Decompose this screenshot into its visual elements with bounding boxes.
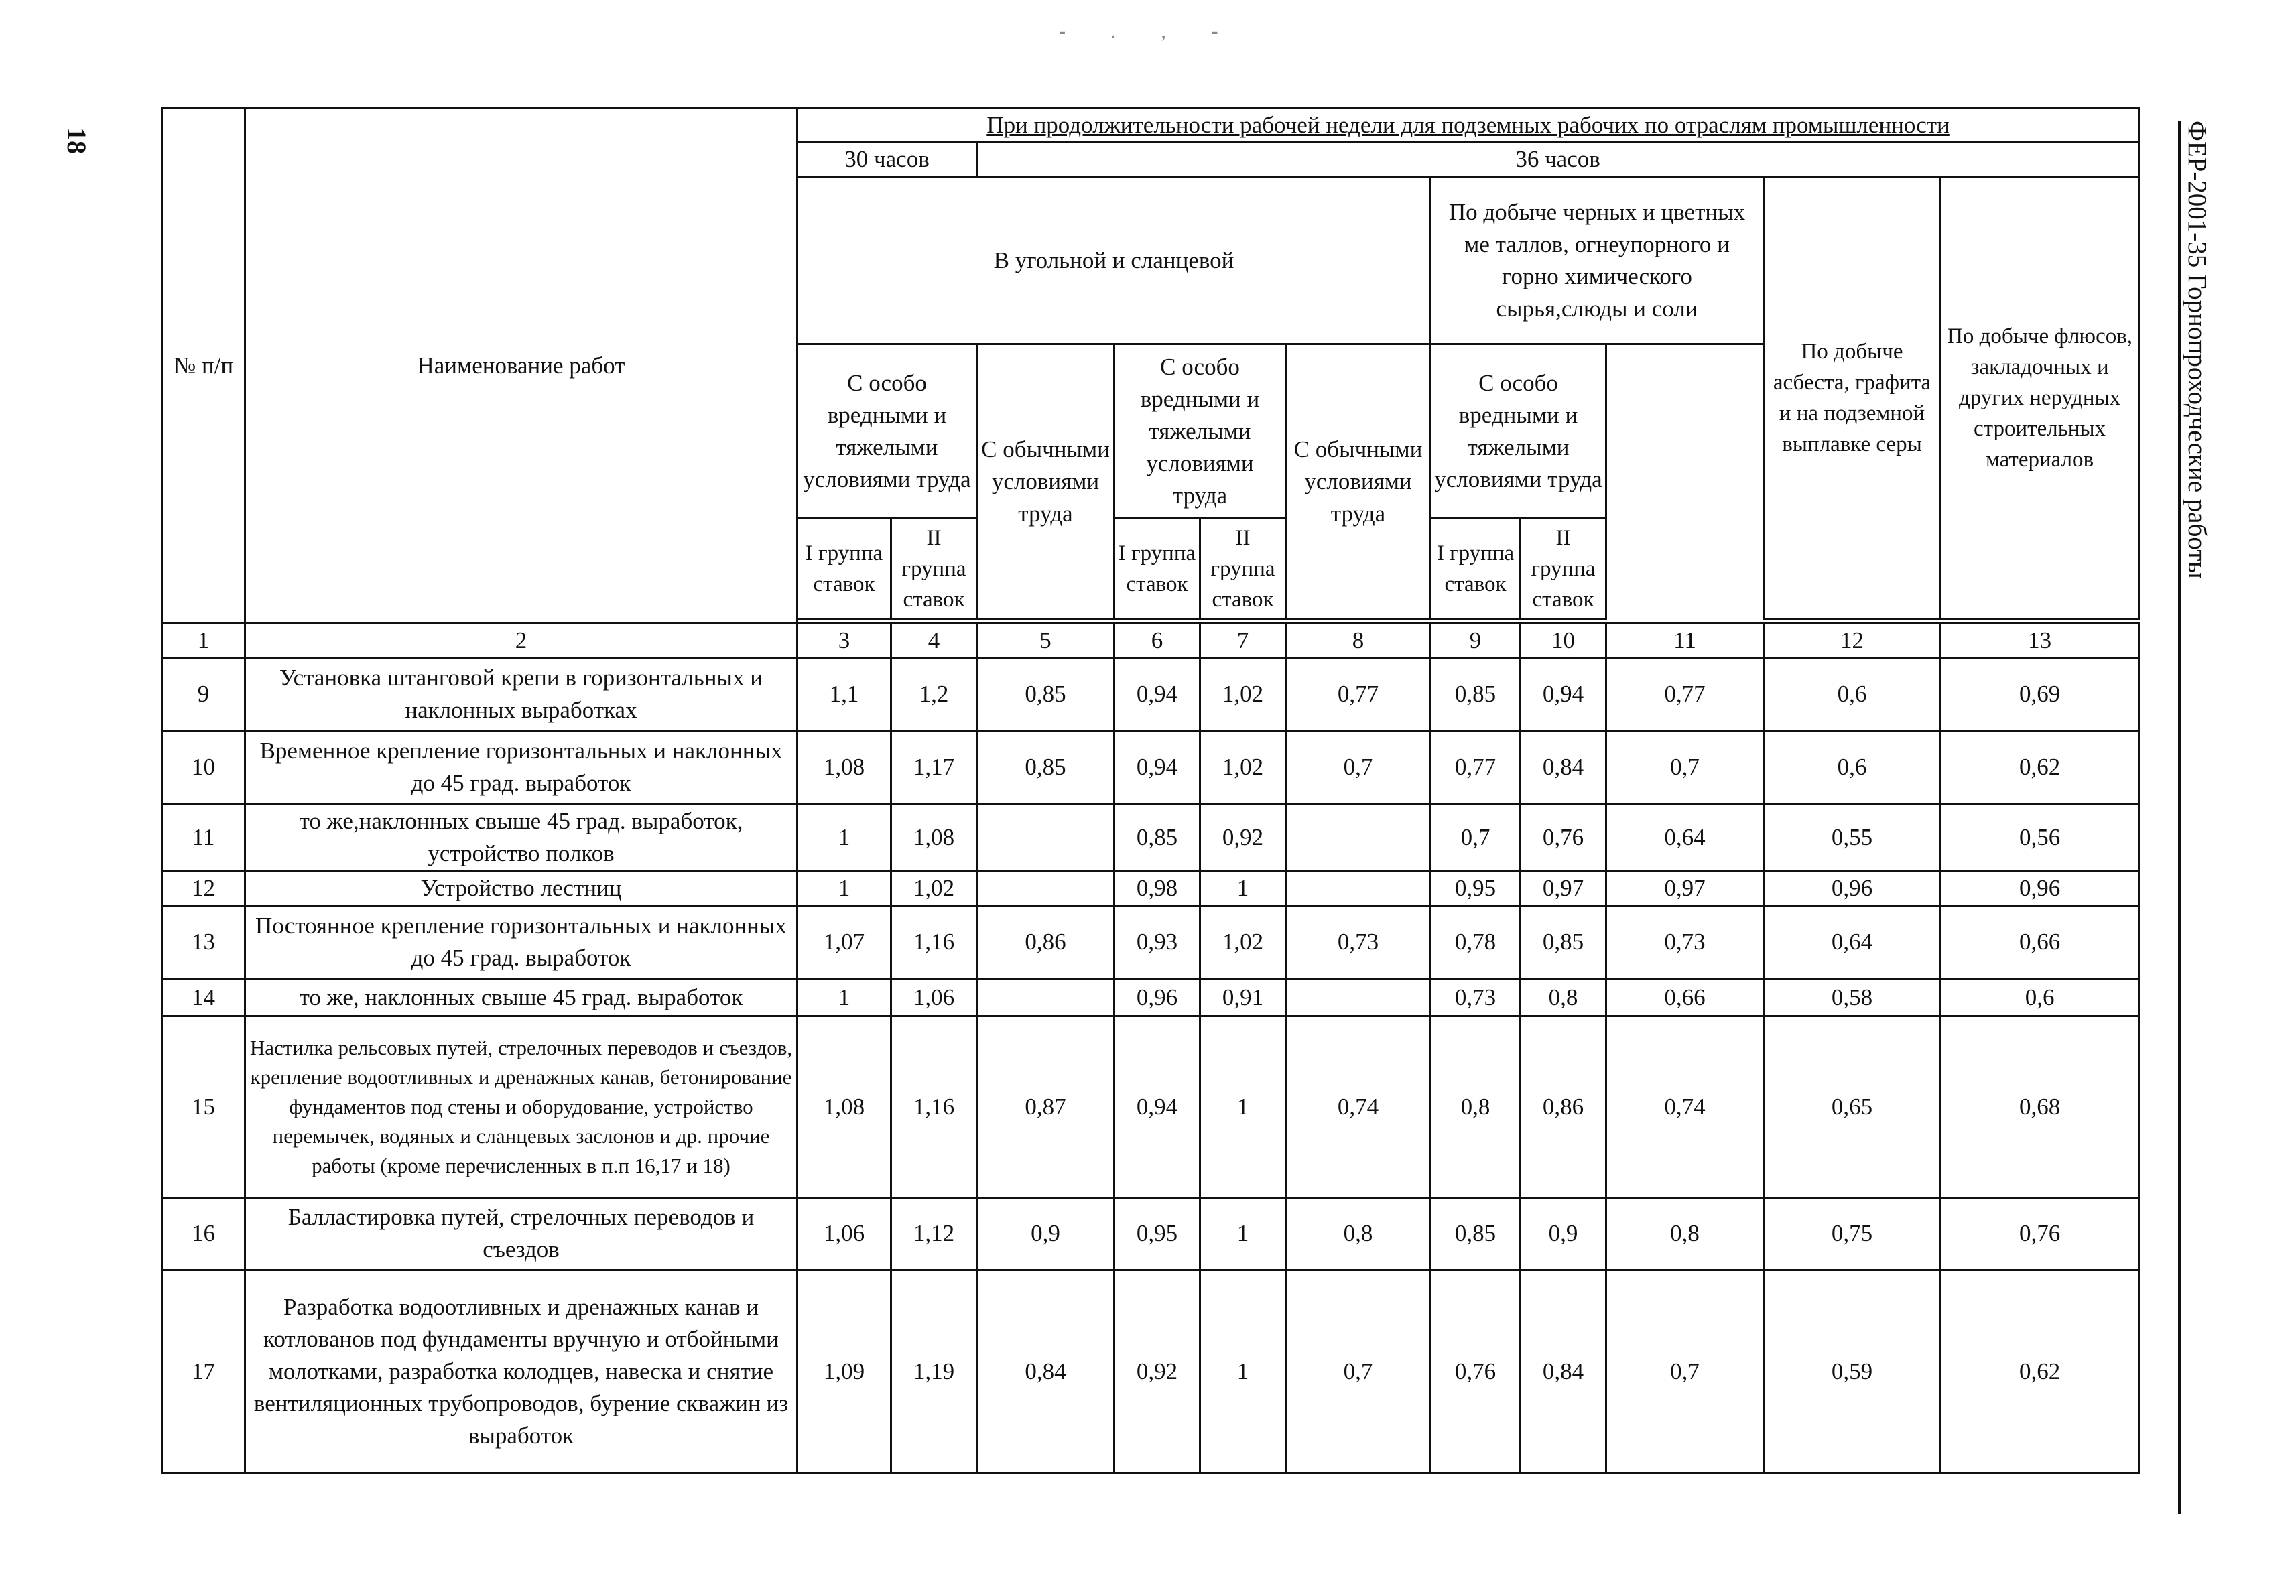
coef-cell: 0,68	[1941, 1016, 2139, 1197]
column-number-row	[162, 623, 2139, 657]
header-group-1: I группа ставок	[1431, 519, 1521, 619]
coef-cell: 1,08	[798, 730, 891, 803]
header-harsh-coal: С особо вредными и тяжелыми условиями труда	[1114, 344, 1286, 519]
work-name: то же,наклонных свыше 45 град. выработок, устройство полков	[245, 803, 798, 871]
coef-cell: 0,7	[1286, 1270, 1431, 1473]
coef-cell: 0,74	[1606, 1016, 1764, 1197]
work-name: Балластировка путей, стрелочных переводов и съездов	[245, 1197, 798, 1270]
coef-cell: 1,1	[798, 657, 891, 730]
coef-cell: 0,96	[1114, 978, 1200, 1016]
coef-cell: 0,95	[1431, 871, 1521, 905]
header-col-num: № п/п	[162, 109, 245, 624]
col-number: 9	[1431, 623, 1521, 657]
header-harsh-30: С особо вредными и тяжелыми условиями труда	[798, 344, 977, 519]
col-number: 11	[1606, 623, 1764, 657]
coef-cell: 0,8	[1606, 1197, 1764, 1270]
coef-cell: 0,87	[977, 1016, 1114, 1197]
coef-cell: 0,58	[1764, 978, 1941, 1016]
header-normal-metals: С обычными условиями труда	[1286, 344, 1431, 619]
coef-cell: 1,17	[891, 730, 977, 803]
coef-cell: 1,02	[1200, 730, 1286, 803]
header-30h: 30 часов	[798, 143, 977, 177]
row-number: 16	[162, 1197, 245, 1270]
coef-cell: 0,8	[1521, 978, 1606, 1016]
coef-cell: 0,96	[1764, 871, 1941, 905]
coef-cell: 1,06	[798, 1197, 891, 1270]
coef-cell: 0,93	[1114, 905, 1200, 978]
coef-cell: 0,76	[1431, 1270, 1521, 1473]
table-row	[162, 1270, 2139, 1473]
header-group-2: II группа ставок	[1200, 519, 1286, 619]
coef-cell: 0,85	[1431, 1197, 1521, 1270]
coef-cell: 0,65	[1764, 1016, 1941, 1197]
coef-cell: 1,02	[891, 871, 977, 905]
row-number: 12	[162, 871, 245, 905]
coef-cell: 0,97	[1606, 871, 1764, 905]
coef-cell: 0,64	[1606, 803, 1764, 871]
coef-cell: 0,85	[1114, 803, 1200, 871]
coef-cell: 0,77	[1606, 657, 1764, 730]
coef-cell: 1,06	[891, 978, 977, 1016]
col-number: 6	[1114, 623, 1200, 657]
coef-cell: 0,97	[1521, 871, 1606, 905]
coefficients-table	[161, 107, 2140, 1474]
coef-cell: 0,86	[1521, 1016, 1606, 1197]
coef-cell: 1,2	[891, 657, 977, 730]
coef-cell: 1,19	[891, 1270, 977, 1473]
col-number: 1	[162, 623, 245, 657]
page-number: 18	[62, 127, 92, 154]
coef-cell: 0,77	[1286, 657, 1431, 730]
header-harsh-metals: С особо вредными и тяжелыми условиями труда	[1431, 344, 1606, 519]
coef-cell: 0,7	[1431, 803, 1521, 871]
header-fluxes: По добыче флюсов, закладочных и других нерудных строительных материалов	[1941, 177, 2139, 619]
header-group-2: II группа ставок	[1521, 519, 1606, 619]
row-number: 17	[162, 1270, 245, 1473]
header-group-1: I группа ставок	[798, 519, 891, 619]
coef-cell: 1	[1200, 1197, 1286, 1270]
col-number: 13	[1941, 623, 2139, 657]
coef-cell: 0,62	[1941, 730, 2139, 803]
coef-cell: 0,59	[1764, 1270, 1941, 1473]
col-number: 7	[1200, 623, 1286, 657]
coef-cell: 0,55	[1764, 803, 1941, 871]
coef-cell	[977, 978, 1114, 1016]
coef-cell: 1	[1200, 871, 1286, 905]
scan-marks: - . , -	[1059, 20, 1238, 42]
row-number: 14	[162, 978, 245, 1016]
row-number: 10	[162, 730, 245, 803]
row-number: 13	[162, 905, 245, 978]
coef-cell: 0,7	[1286, 730, 1431, 803]
coef-cell: 0,6	[1764, 730, 1941, 803]
coef-cell: 1,09	[798, 1270, 891, 1473]
coef-cell: 1	[1200, 1270, 1286, 1473]
row-number: 9	[162, 657, 245, 730]
coef-cell: 1,16	[891, 905, 977, 978]
coef-cell: 0,9	[977, 1197, 1114, 1270]
work-name: Установка штанговой крепи в горизонтальных и наклонных выработках	[245, 657, 798, 730]
col-number: 12	[1764, 623, 1941, 657]
coef-cell	[1286, 803, 1431, 871]
coef-cell: 1,07	[798, 905, 891, 978]
row-number: 15	[162, 1016, 245, 1197]
coef-cell: 0,77	[1431, 730, 1521, 803]
coef-cell: 0,98	[1114, 871, 1200, 905]
work-name: то же, наклонных свыше 45 град. выработок	[245, 978, 798, 1016]
col-number: 8	[1286, 623, 1431, 657]
coef-cell: 0,86	[977, 905, 1114, 978]
coef-cell: 0,95	[1114, 1197, 1200, 1270]
table-row	[162, 1016, 2139, 1197]
coef-cell: 0,74	[1286, 1016, 1431, 1197]
row-number: 11	[162, 803, 245, 871]
coef-cell: 0,91	[1200, 978, 1286, 1016]
coef-cell	[977, 803, 1114, 871]
coef-cell: 1,02	[1200, 905, 1286, 978]
header-metals: По добыче черных и цветных ме таллов, огнеупорного и горно химического сырья,слюды и соли	[1431, 177, 1764, 344]
coef-cell	[1286, 871, 1431, 905]
table-row	[162, 871, 2139, 905]
table-row	[162, 803, 2139, 871]
header-coal: В угольной и сланцевой	[798, 177, 1431, 344]
coef-cell: 0,94	[1114, 730, 1200, 803]
header-normal-30: С обычными условиями труда	[977, 344, 1114, 619]
coef-cell: 1,08	[891, 803, 977, 871]
coef-cell: 1	[798, 803, 891, 871]
work-name: Устройство лестниц	[245, 871, 798, 905]
coef-cell: 0,73	[1286, 905, 1431, 978]
table-body	[162, 657, 2139, 1473]
coef-cell: 0,69	[1941, 657, 2139, 730]
col-number: 2	[245, 623, 798, 657]
coef-cell: 0,8	[1286, 1197, 1431, 1270]
coef-cell: 1	[798, 871, 891, 905]
coef-cell: 1	[798, 978, 891, 1016]
coef-cell: 0,64	[1764, 905, 1941, 978]
table-header	[162, 109, 2139, 658]
col-number: 3	[798, 623, 891, 657]
table-row	[162, 978, 2139, 1016]
coef-cell: 0,6	[1764, 657, 1941, 730]
header-col-name: Наименование работ	[245, 109, 798, 624]
header-group-1: I группа ставок	[1114, 519, 1200, 619]
coef-cell: 0,56	[1941, 803, 2139, 871]
coef-cell	[1286, 978, 1431, 1016]
coef-cell: 0,6	[1941, 978, 2139, 1016]
work-name: Постоянное крепление горизонтальных и наклонных до 45 град. выработок	[245, 905, 798, 978]
header-36h: 36 часов	[977, 143, 2139, 177]
coef-cell: 1	[1200, 1016, 1286, 1197]
coef-cell: 0,9	[1521, 1197, 1606, 1270]
coef-cell: 0,78	[1431, 905, 1521, 978]
coef-cell: 0,84	[1521, 1270, 1606, 1473]
coef-cell: 0,92	[1200, 803, 1286, 871]
coef-cell: 0,85	[1431, 657, 1521, 730]
header-asbestos: По добыче асбеста, графита и на подземной выплавке серы	[1764, 177, 1941, 619]
work-name: Разработка водоотливных и дренажных канав и котлованов под фундаменты вручную и отбойными молотками, разработка колодцев, навеска и снятие вентиляционных трубопроводов, бурение скважин из выработок	[245, 1270, 798, 1473]
coef-cell: 0,84	[977, 1270, 1114, 1473]
col-number: 10	[1521, 623, 1606, 657]
work-name: Временное крепление горизонтальных и наклонных до 45 град. выработок	[245, 730, 798, 803]
table-row	[162, 1197, 2139, 1270]
coef-cell: 0,94	[1114, 657, 1200, 730]
coef-cell: 0,62	[1941, 1270, 2139, 1473]
coef-cell: 1,08	[798, 1016, 891, 1197]
header-super: При продолжительности рабочей недели для подземных рабочих по отраслям промышленности	[798, 109, 2139, 143]
coef-cell: 1,12	[891, 1197, 977, 1270]
coef-cell: 0,8	[1431, 1016, 1521, 1197]
work-name: Настилка рельсовых путей, стрелочных переводов и съездов, крепление водоотливных и дренажных канав, бетонирование фундаментов под стены и оборудование, устройство перемычек, водяных и сланцевых заслонов и др. прочие работы (кроме перечисленных в п.п 16,17 и 18)	[245, 1016, 798, 1197]
col-number: 4	[891, 623, 977, 657]
coef-cell: 0,7	[1606, 1270, 1764, 1473]
header-group-2: II группа ставок	[891, 519, 977, 619]
coef-cell: 0,96	[1941, 871, 2139, 905]
coef-cell: 0,94	[1114, 1016, 1200, 1197]
coef-cell: 0,85	[977, 657, 1114, 730]
coef-cell: 0,92	[1114, 1270, 1200, 1473]
coef-cell: 1,16	[891, 1016, 977, 1197]
coef-cell: 0,76	[1941, 1197, 2139, 1270]
coef-cell: 0,94	[1521, 657, 1606, 730]
table-row	[162, 730, 2139, 803]
coef-cell: 0,73	[1606, 905, 1764, 978]
coef-cell: 0,7	[1606, 730, 1764, 803]
coef-cell: 0,85	[977, 730, 1114, 803]
coef-cell: 1,02	[1200, 657, 1286, 730]
coef-cell: 0,75	[1764, 1197, 1941, 1270]
coef-cell	[977, 871, 1114, 905]
coef-cell: 0,84	[1521, 730, 1606, 803]
table-row	[162, 905, 2139, 978]
table-row	[162, 657, 2139, 730]
coef-cell: 0,73	[1431, 978, 1521, 1016]
coef-cell: 0,66	[1606, 978, 1764, 1016]
coef-cell: 0,76	[1521, 803, 1606, 871]
col-number: 5	[977, 623, 1114, 657]
coef-cell: 0,85	[1521, 905, 1606, 978]
coef-cell: 0,66	[1941, 905, 2139, 978]
side-title: ФЕР-2001-35 Горнопроходческие работы	[2178, 121, 2210, 1514]
